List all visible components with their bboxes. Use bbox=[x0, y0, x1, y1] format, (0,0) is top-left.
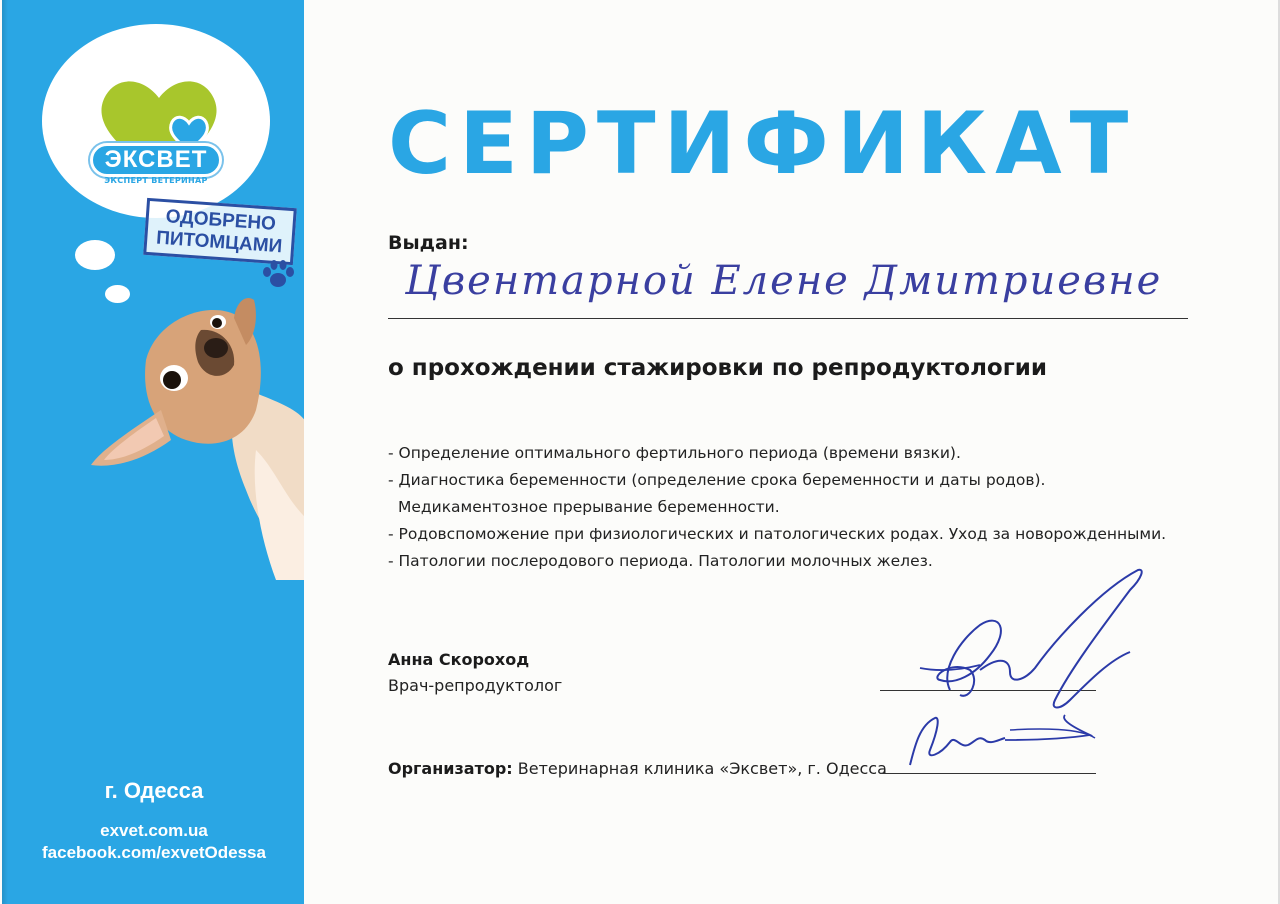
logo-wordmark: ЭКСВЕТ bbox=[90, 143, 222, 177]
facebook-link[interactable]: facebook.com/exvetOdessa bbox=[42, 843, 266, 862]
signatory-role: Врач-репродуктолог bbox=[388, 676, 563, 695]
list-item: Медикаментозное прерывание беременности. bbox=[398, 498, 780, 516]
certificate-title: СЕРТИФИКАТ bbox=[388, 94, 1137, 194]
training-topics bbox=[388, 440, 1208, 575]
list-item: - Патологии послеродового периода. Патологии молочных желез. bbox=[388, 552, 933, 570]
list-item: - Диагностика беременности (определение срока беременности и даты родов). bbox=[388, 471, 1046, 489]
logo-subtitle: ЭКСПЕРТ ВЕТЕРИНАР bbox=[104, 176, 208, 185]
band-shadow bbox=[2, 0, 8, 904]
stamp-line-1: ОДОБРЕНО bbox=[164, 206, 277, 235]
recipient-underline bbox=[388, 318, 1188, 319]
signatory-name: Анна Скороход bbox=[388, 650, 530, 669]
organizer bbox=[388, 759, 887, 778]
city-label: г. Одесса bbox=[104, 778, 204, 803]
list-item: - Родовспоможение при физиологических и патологических родах. Уход за новорожденными. bbox=[388, 525, 1167, 543]
certificate-subject: о прохождении стажировки по репродуктологии bbox=[388, 355, 1047, 381]
stamp-line-2: ПИТОМЦАМИ bbox=[155, 227, 283, 258]
handwritten-signatures bbox=[860, 560, 1160, 790]
recipient-name: Цвентарной Елене Дмитриевне bbox=[405, 258, 1163, 304]
website-link[interactable]: exvet.com.ua bbox=[100, 821, 208, 840]
organizer-value: Ветеринарная клиника «Эксвет», г. Одесса bbox=[517, 759, 887, 778]
organizer-label: Организатор: bbox=[388, 759, 513, 778]
contact-links bbox=[2, 820, 304, 864]
thought-bubble-small bbox=[75, 240, 115, 270]
dog-illustration bbox=[86, 290, 304, 580]
paw-icon bbox=[260, 258, 296, 292]
approval-stamp bbox=[143, 198, 297, 265]
list-item: - Определение оптимального фертильного периода (времени вязки). bbox=[388, 444, 961, 462]
issued-label: Выдан: bbox=[388, 232, 469, 254]
sidebar-band bbox=[2, 0, 304, 904]
